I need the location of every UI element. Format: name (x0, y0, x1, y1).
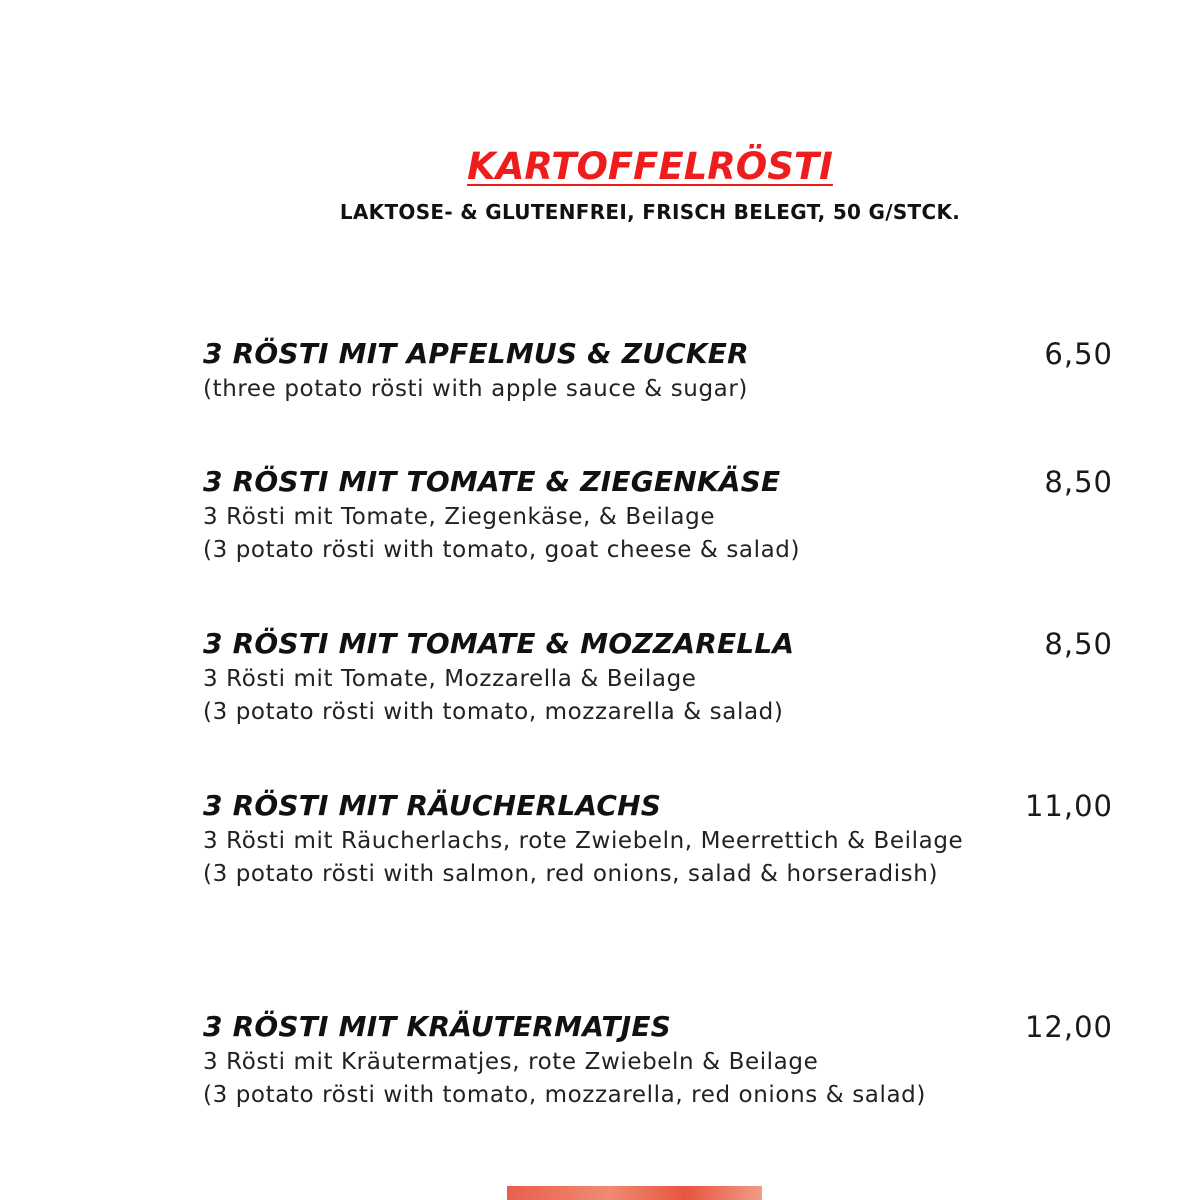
item-description-de: 3 Rösti mit Tomate, Mozzarella & Beilage (203, 666, 697, 692)
item-name: 3 RÖSTI MIT APFELMUS & ZUCKER (203, 337, 749, 370)
item-description-de: 3 Rösti mit Kräutermatjes, rote Zwiebeln & Beilage (203, 1049, 819, 1075)
menu-item-mozzarella (203, 625, 1113, 729)
item-price: 6,50 (1044, 337, 1113, 371)
item-name: 3 RÖSTI MIT TOMATE & ZIEGENKÄSE (203, 465, 781, 498)
item-price: 8,50 (1044, 465, 1113, 499)
item-description-en: (3 potato rösti with tomato, mozzarella & salad) (203, 699, 784, 725)
menu-item-apfelmus (203, 335, 1113, 406)
item-description-en: (3 potato rösti with salmon, red onions, salad & horseradish) (203, 861, 939, 887)
item-description-en: (3 potato rösti with tomato, mozzarella, red onions & salad) (203, 1082, 926, 1108)
page-title: KARTOFFELRÖSTI (467, 145, 833, 188)
item-description-en: (three potato rösti with apple sauce & sugar) (203, 376, 748, 402)
item-name: 3 RÖSTI MIT RÄUCHERLACHS (203, 789, 662, 822)
menu-item-kraeutermatjes (203, 1008, 1113, 1112)
menu-item-raeucherlachs (203, 787, 1113, 891)
item-description-en: (3 potato rösti with tomato, goat cheese & salad) (203, 537, 801, 563)
page-subtitle: LAKTOSE- & GLUTENFREI, FRISCH BELEGT, 50 G/STCK. (339, 200, 961, 224)
item-description-de: 3 Rösti mit Tomate, Ziegenkäse, & Beilage (203, 504, 716, 530)
menu-item-ziegenkaese (203, 463, 1113, 567)
item-name: 3 RÖSTI MIT TOMATE & MOZZARELLA (203, 627, 795, 660)
food-photo (507, 1186, 762, 1200)
item-name: 3 RÖSTI MIT KRÄUTERMATJES (203, 1010, 672, 1043)
item-price: 11,00 (1024, 789, 1113, 823)
item-description-de: 3 Rösti mit Räucherlachs, rote Zwiebeln, Meerrettich & Beilage (203, 828, 964, 854)
item-price: 8,50 (1044, 627, 1113, 661)
item-price: 12,00 (1024, 1010, 1113, 1044)
